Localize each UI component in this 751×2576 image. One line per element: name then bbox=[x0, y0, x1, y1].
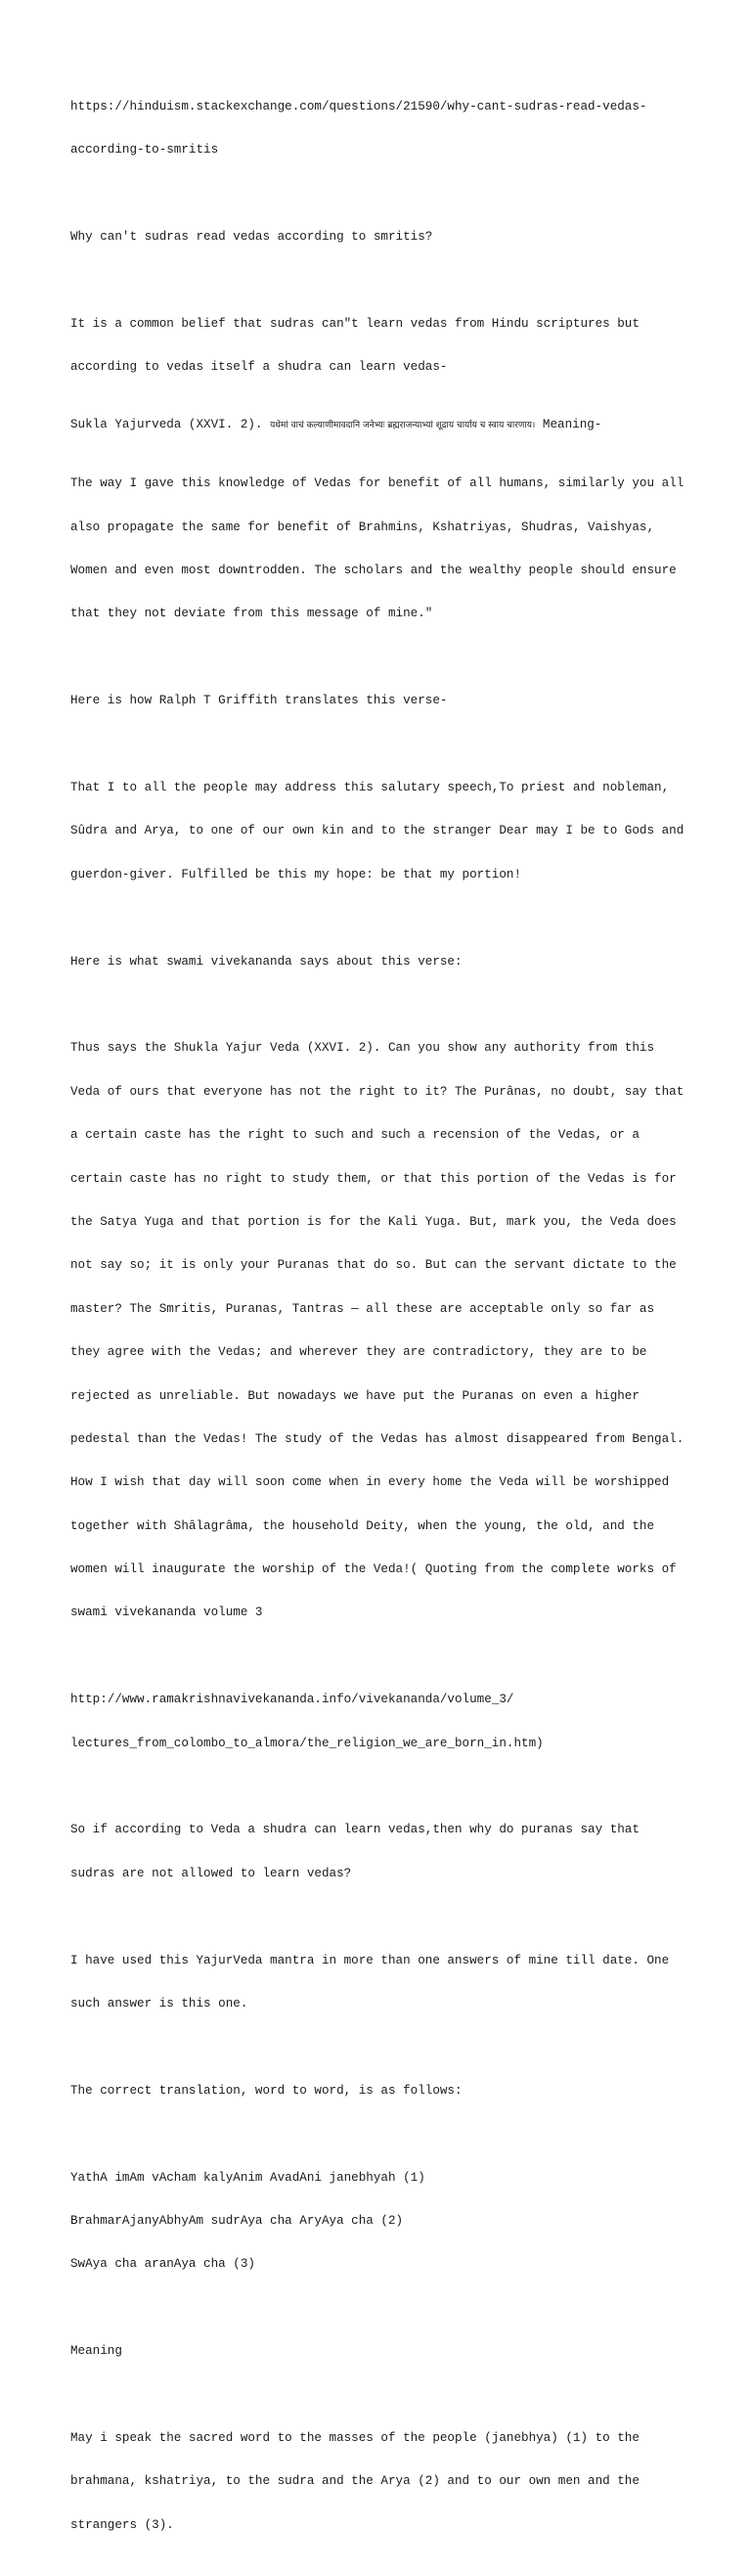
griffith-line: That I to all the people may address this salutary speech,To priest and nobleman, bbox=[70, 781, 670, 795]
intro-line: It is a common belief that sudras can"t learn vedas from Hindu scriptures but bbox=[70, 316, 640, 331]
answer-intro bbox=[70, 1924, 692, 2040]
verse-meaning-label: Meaning- bbox=[535, 418, 602, 432]
vivekananda-url-line[interactable]: http://www.ramakrishnavivekananda.info/vivekananda/volume_3/ bbox=[70, 1693, 514, 1707]
vivekananda-url[interactable] bbox=[70, 1664, 692, 1780]
answer-intro-line: I have used this YajurVeda mantra in more than one answers of mine till date. One bbox=[70, 1953, 670, 1967]
translation-line: SwAya cha aranAya cha (3) bbox=[70, 2257, 255, 2272]
source-url[interactable] bbox=[70, 70, 692, 186]
question-paragraph bbox=[70, 1794, 692, 1910]
vivekananda-line: rejected as unreliable. But nowadays we have put the Puranas on even a higher bbox=[70, 1388, 640, 1403]
meaning-line: also propagate the same for benefit of Brahmins, Kshatriyas, Shudras, Vaishyas, bbox=[70, 520, 655, 534]
griffith-line: Sûdra and Arya, to one of our own kin and to the stranger Dear may I be to Gods and bbox=[70, 824, 685, 838]
vivekananda-url-line[interactable]: lectures_from_colombo_to_almora/the_religion_we_are_born_in.htm) bbox=[70, 1736, 544, 1750]
vivekananda-intro bbox=[70, 926, 692, 998]
meaning-heading bbox=[70, 2316, 692, 2388]
griffith-line: guerdon-giver. Fulfilled be this my hope: be that my portion! bbox=[70, 867, 522, 881]
vivekananda-quote bbox=[70, 1013, 692, 1650]
vivekananda-line: How I wish that day will soon come when in every home the Veda will be worshipped bbox=[70, 1475, 670, 1490]
vivekananda-line: the Satya Yuga and that portion is for the Kali Yuga. But, mark you, the Veda does bbox=[70, 1214, 677, 1229]
vivekananda-line: pedestal than the Vedas! The study of the Vedas has almost disappeared from Bengal. bbox=[70, 1431, 685, 1446]
verse-ref-text: Sukla Yajurveda (XXVI. 2). bbox=[70, 418, 271, 432]
griffith-intro bbox=[70, 665, 692, 738]
vivekananda-line: a certain caste has the right to such and such a recension of the Vedas, or a bbox=[70, 1128, 640, 1143]
question-line: sudras are not allowed to learn vedas? bbox=[70, 1866, 352, 1880]
intro-paragraph bbox=[70, 288, 692, 403]
verse-sanskrit: यथेमां वाचं कल्याणीमावदानि जनेभ्यः ब्रह्मराजन्याभ्यां शूद्राय चार्याय च स्वाय चारणाय। bbox=[270, 421, 536, 431]
final-meaning-line: May i speak the sacred word to the masses of the people (janebhya) (1) to the bbox=[70, 2430, 640, 2445]
source-url-line[interactable]: according-to-smritis bbox=[70, 142, 219, 157]
meaning-paragraph bbox=[70, 448, 692, 651]
meaning-line: that they not deviate from this message of mine." bbox=[70, 607, 433, 621]
source-url-line[interactable]: https://hinduism.stackexchange.com/questions/21590/why-cant-sudras-read-vedas- bbox=[70, 99, 647, 113]
meaning-line: The way I gave this knowledge of Vedas for benefit of all humans, similarly you all bbox=[70, 476, 685, 491]
vivekananda-intro-text: Here is what swami vivekananda says about this verse: bbox=[70, 954, 463, 969]
meaning-heading-text: Meaning bbox=[70, 2344, 122, 2359]
translation-intro-text: The correct translation, word to word, is as follows: bbox=[70, 2083, 463, 2098]
vivekananda-line: together with Shâlagrâma, the household Deity, when the young, the old, and the bbox=[70, 1518, 655, 1533]
vivekananda-line: Veda of ours that everyone has not the right to it? The Purânas, no doubt, say that bbox=[70, 1084, 685, 1099]
final-meaning bbox=[70, 2402, 692, 2561]
meaning-line: Women and even most downtrodden. The scholars and the wealthy people should ensure bbox=[70, 564, 677, 578]
vivekananda-line: certain caste has no right to study them, or that this portion of the Vedas is for bbox=[70, 1171, 677, 1186]
vivekananda-line: swami vivekananda volume 3 bbox=[70, 1605, 263, 1620]
vivekananda-line: women will inaugurate the worship of the Veda!( Quoting from the complete works of bbox=[70, 1562, 677, 1577]
question-line: So if according to Veda a shudra can learn vedas,then why do puranas say that bbox=[70, 1823, 640, 1837]
final-meaning-line: strangers (3). bbox=[70, 2517, 174, 2532]
final-meaning-line: brahmana, kshatriya, to the sudra and the Arya (2) and to our own men and the bbox=[70, 2474, 640, 2489]
griffith-translation bbox=[70, 751, 692, 911]
translation-intro bbox=[70, 2055, 692, 2127]
intro-line: according to vedas itself a shudra can learn vedas- bbox=[70, 359, 448, 374]
question-title bbox=[70, 201, 692, 273]
document-page bbox=[70, 70, 692, 2576]
translation-line: YathA imAm vAcham kalyAnim AvadAni janebhyah (1) bbox=[70, 2170, 425, 2185]
vivekananda-line: not say so; it is only your Puranas that do so. But can the servant dictate to the bbox=[70, 1258, 677, 1273]
question-title-text: Why can't sudras read vedas according to smritis? bbox=[70, 229, 433, 244]
vivekananda-line: master? The Smritis, Puranas, Tantras — all these are acceptable only so far as bbox=[70, 1301, 655, 1316]
vivekananda-line: they agree with the Vedas; and wherever they are contradictory, they are to be bbox=[70, 1345, 647, 1360]
griffith-intro-text: Here is how Ralph T Griffith translates this verse- bbox=[70, 694, 448, 708]
vivekananda-line: Thus says the Shukla Yajur Veda (XXVI. 2). Can you show any authority from this bbox=[70, 1041, 655, 1056]
answer-intro-line: such answer is this one. bbox=[70, 1996, 248, 2011]
translation-line: BrahmarAjanyAbhyAm sudrAya cha AryAya cha (2) bbox=[70, 2213, 404, 2228]
translation-block bbox=[70, 2142, 692, 2301]
verse-reference bbox=[70, 418, 692, 433]
